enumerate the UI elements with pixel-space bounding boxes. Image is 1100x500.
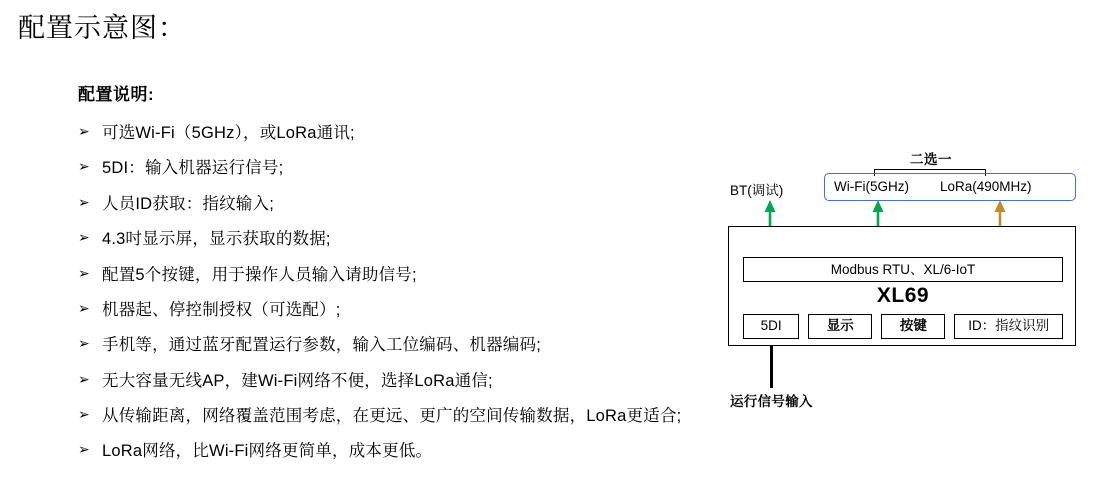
radio-interfaces-row (728, 176, 1080, 202)
list-item (78, 296, 718, 324)
bullet-icon: ➢ (78, 370, 90, 387)
wifi-label: Wi-Fi(5GHz) (834, 179, 909, 194)
list-item-text: 从传输距离，网络覆盖范围考虑，在更远、更广的空间传输数据，LoRa更适合; (102, 407, 682, 425)
bullet-icon: ➢ (78, 229, 90, 246)
lora-arrow-up-icon (995, 200, 1006, 226)
port-5di: 5DI (743, 314, 799, 339)
device-ports-row (743, 314, 1063, 339)
device-diagram (728, 148, 1080, 409)
bullet-icon: ➢ (78, 299, 90, 316)
two-choice-label: 二选一 (910, 152, 952, 167)
wifi-arrow-up-icon (873, 200, 884, 226)
device-model-label: XL69 (876, 284, 930, 307)
description-list (78, 119, 718, 466)
bullet-icon: ➢ (78, 123, 90, 139)
port-keys: 按键 (881, 314, 945, 339)
bt-arrow-up-icon (765, 200, 776, 226)
device-body (728, 226, 1076, 346)
bt-label: BT(调试) (730, 183, 784, 198)
list-item (78, 402, 718, 430)
list-item-text: LoRa网络，比Wi-Fi网络更简单，成本更低。 (102, 442, 433, 461)
description-heading: 配置说明: (78, 85, 155, 104)
bullet-icon: ➢ (78, 441, 90, 458)
list-item-text: 5DI：输入机器运行信号; (102, 159, 284, 178)
list-item-text: 人员ID获取：指纹输入; (102, 194, 274, 213)
bus-protocol-label: Modbus RTU、XL/6-IoT (743, 257, 1063, 282)
list-item-text: 可选Wi-Fi（5GHz），或LoRa通讯; (102, 124, 355, 142)
list-item-text: 机器起、停控制授权（可选配）; (102, 300, 341, 319)
description-block (78, 80, 718, 473)
list-item (78, 119, 718, 147)
list-item (78, 437, 718, 465)
page-title: 配置示意图： (18, 13, 186, 43)
list-item (78, 225, 718, 253)
list-item (78, 190, 718, 218)
bullet-icon: ➢ (78, 335, 90, 352)
signal-input-label: 运行信号输入 (730, 394, 813, 409)
list-item-text: 无大容量无线AP，建Wi-Fi网络不便，选择LoRa通信; (102, 371, 493, 390)
list-item (78, 154, 718, 182)
bullet-icon: ➢ (78, 193, 90, 210)
list-item-text: 4.3吋显示屏，显示获取的数据; (102, 230, 331, 249)
bullet-icon: ➢ (78, 264, 90, 281)
lora-label: LoRa(490MHz) (940, 179, 1032, 194)
list-item (78, 261, 718, 289)
signal-input-line (770, 346, 773, 388)
port-id-fingerprint: ID：指纹识别 (954, 314, 1063, 339)
bullet-icon: ➢ (78, 158, 90, 175)
list-item (78, 367, 718, 395)
list-item-text: 手机等，通过蓝牙配置运行参数，输入工位编码、机器编码; (102, 336, 541, 355)
list-item-text: 配置5个按键，用于操作人员输入请助信号; (102, 265, 417, 284)
bullet-icon: ➢ (78, 406, 90, 422)
list-item (78, 331, 718, 359)
port-display: 显示 (808, 314, 872, 339)
